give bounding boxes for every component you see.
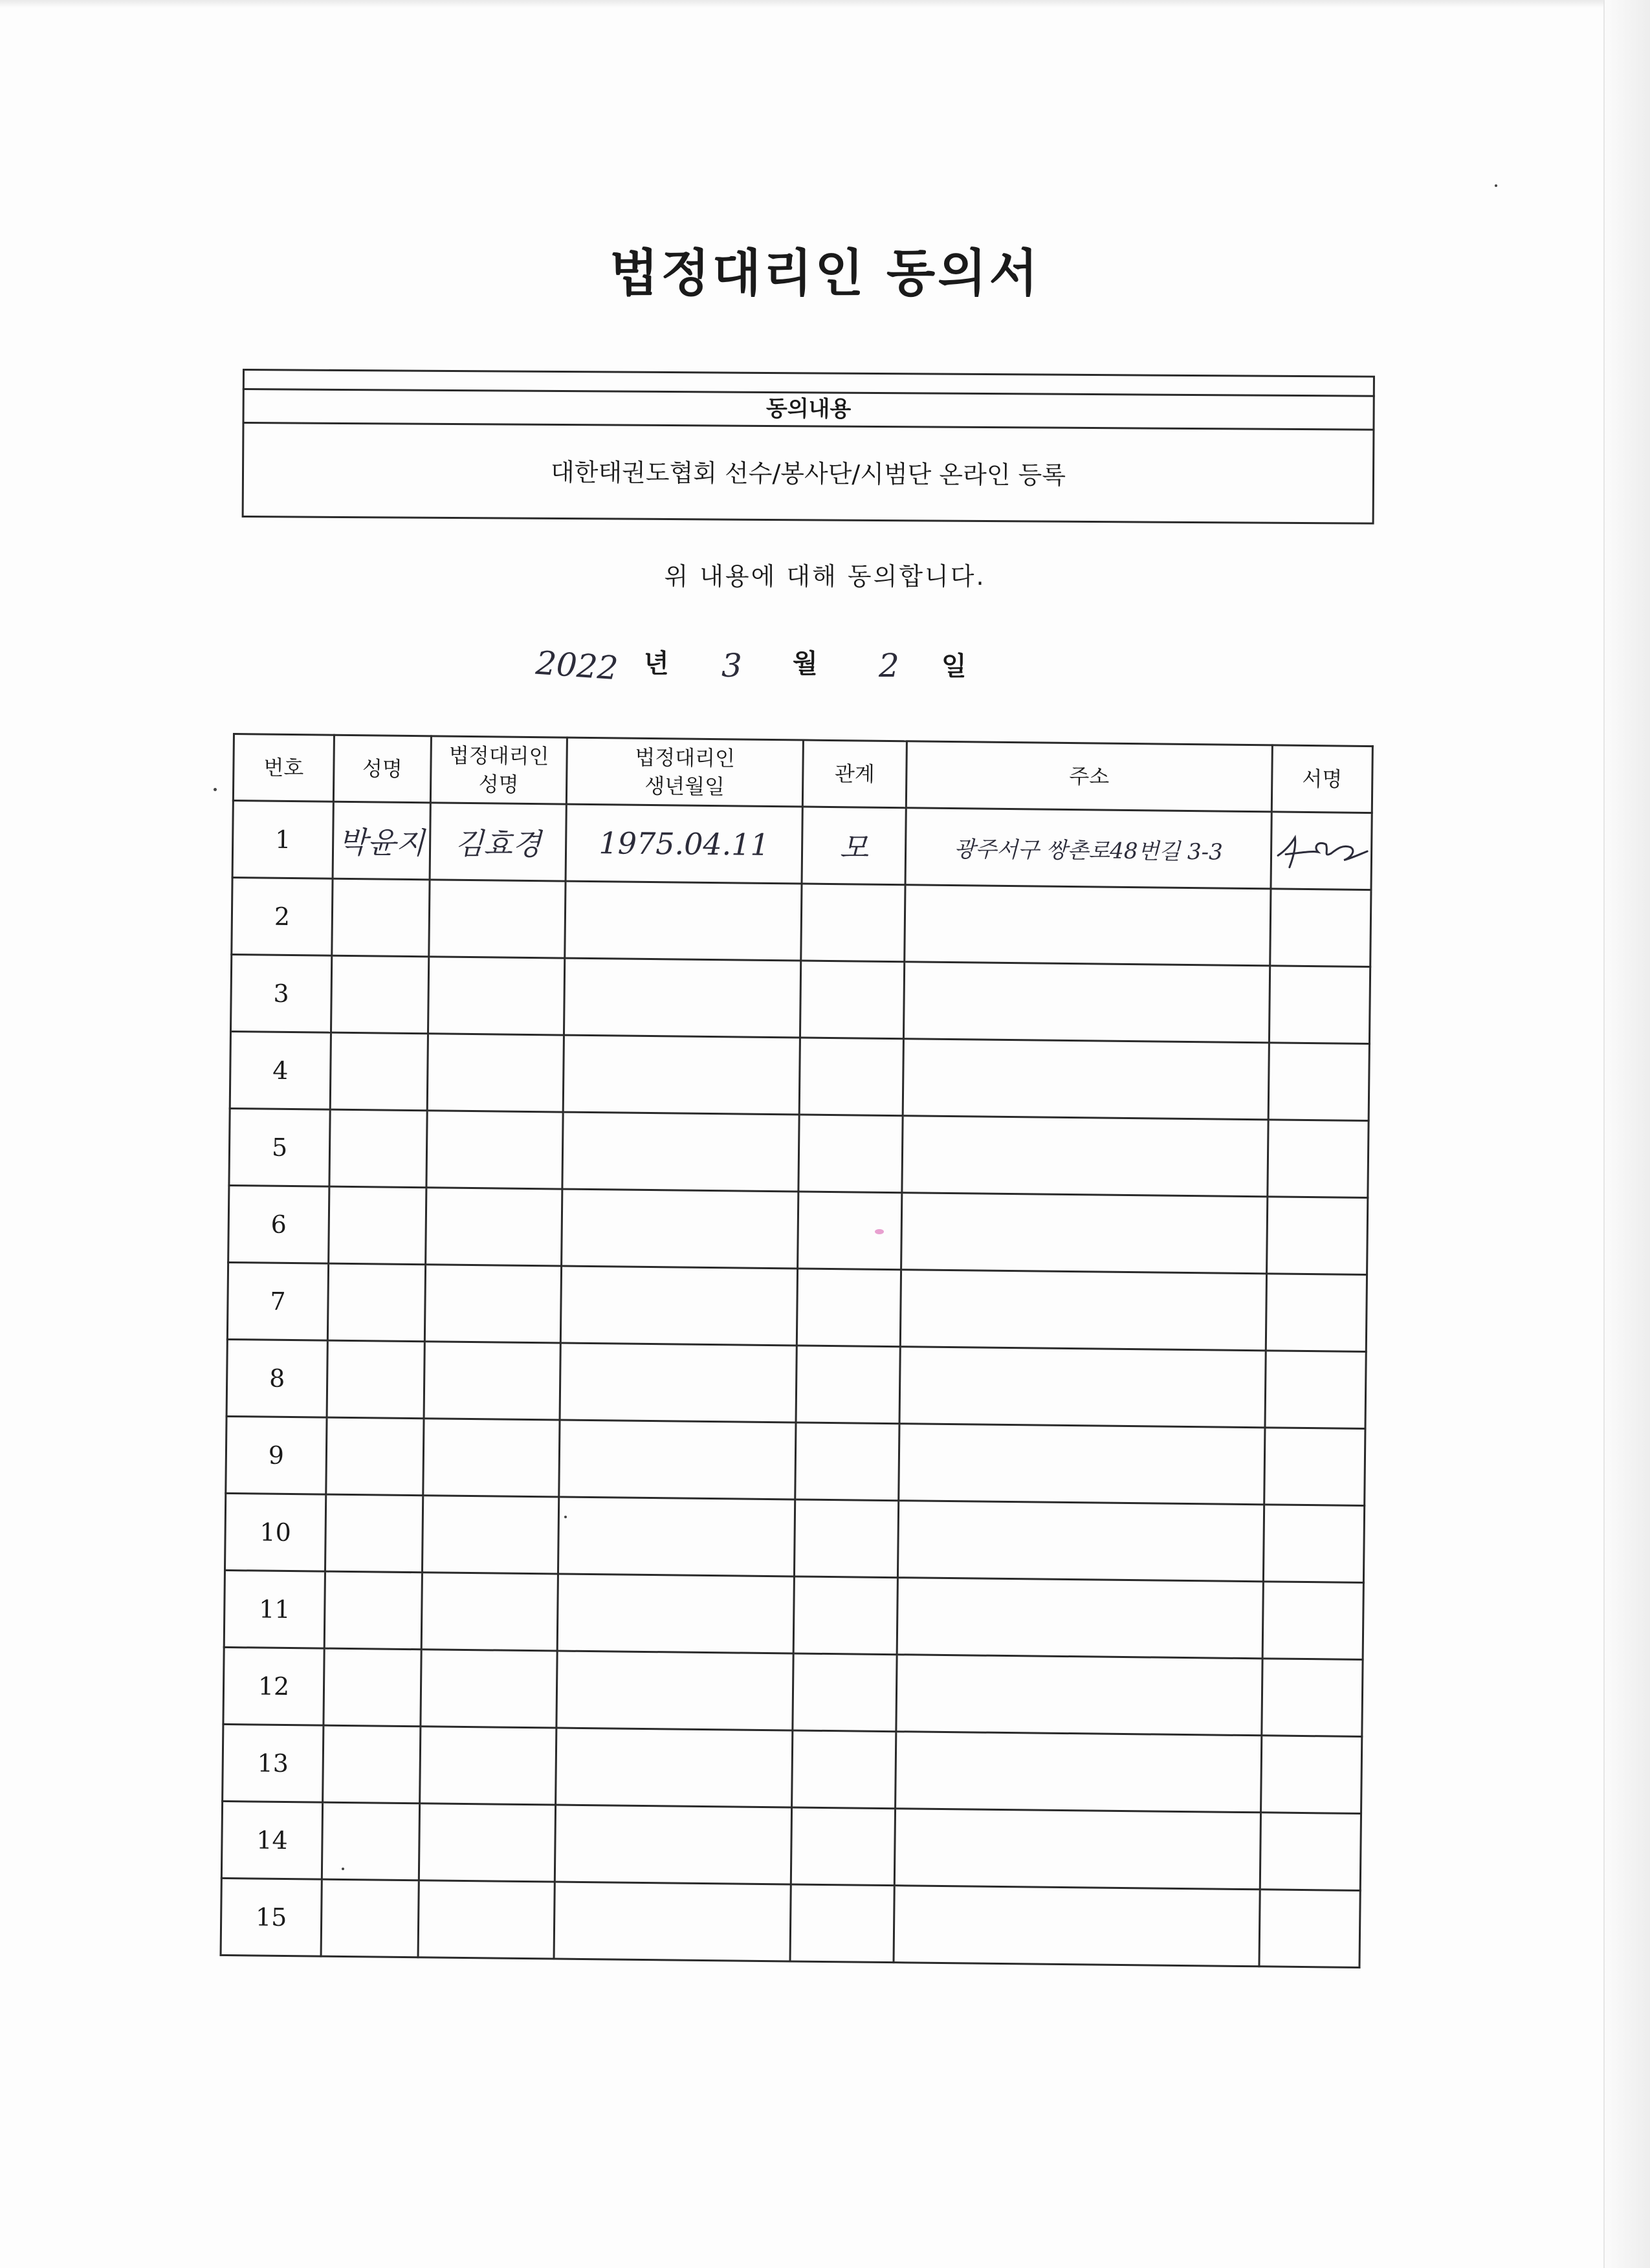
cell-guardian-name bbox=[427, 1034, 564, 1112]
registration-table-wrapper bbox=[219, 733, 1372, 2013]
cell-guardian-birth bbox=[556, 1728, 793, 1807]
date-day-label: 일 bbox=[941, 651, 967, 681]
cell-row-number: 8 bbox=[226, 1339, 327, 1417]
cell-name bbox=[329, 1109, 427, 1188]
table-row bbox=[221, 1801, 1361, 1890]
cell-row-number: 14 bbox=[221, 1801, 322, 1879]
cell-signature bbox=[1264, 1428, 1365, 1506]
cell-guardian-name bbox=[424, 1265, 561, 1343]
table-row bbox=[232, 801, 1372, 890]
cell-address bbox=[903, 1039, 1269, 1120]
cell-guardian-birth bbox=[563, 1035, 800, 1115]
date-month-label: 월 bbox=[793, 649, 818, 679]
cell-name: 박윤지 bbox=[333, 801, 430, 880]
cell-name bbox=[332, 878, 430, 957]
cell-address bbox=[894, 1886, 1260, 1967]
table-row bbox=[231, 954, 1370, 1043]
cell-name bbox=[329, 1186, 426, 1265]
cell-relation bbox=[799, 1038, 903, 1116]
scan-speck bbox=[564, 1516, 567, 1518]
cell-row-number: 10 bbox=[225, 1493, 325, 1571]
cell-row-number: 9 bbox=[226, 1416, 327, 1494]
cell-guardian-name bbox=[429, 880, 566, 958]
cell-guardian-birth: 1975.04.11 bbox=[566, 804, 802, 884]
cell-name bbox=[321, 1879, 419, 1957]
cell-guardian-name bbox=[424, 1342, 560, 1420]
cell-signature bbox=[1263, 1505, 1364, 1583]
cell-guardian-birth bbox=[562, 1112, 799, 1192]
cell-name bbox=[331, 955, 428, 1034]
table-row bbox=[223, 1724, 1362, 1813]
cell-signature bbox=[1262, 1582, 1363, 1660]
cell-signature bbox=[1265, 1351, 1366, 1429]
cell-guardian-name bbox=[426, 1188, 562, 1266]
date-year: 2022 bbox=[534, 644, 620, 688]
cell-relation bbox=[792, 1730, 896, 1809]
cell-guardian-name bbox=[428, 957, 564, 1035]
cell-signature bbox=[1259, 1890, 1360, 1968]
consent-content: 대한태권도협회 선수/봉사단/시범단 온라인 등록 bbox=[550, 457, 1066, 490]
cell-guardian-name: 김효경 bbox=[430, 803, 566, 881]
table-header-row bbox=[233, 734, 1372, 813]
agree-statement: 위 내용에 대해 동의합니다. bbox=[664, 562, 986, 591]
table-row bbox=[230, 1031, 1369, 1120]
header-relation: 관계 bbox=[802, 740, 907, 808]
cell-name bbox=[324, 1648, 421, 1727]
ink-mark bbox=[875, 1229, 884, 1234]
cell-relation bbox=[798, 1192, 902, 1270]
scan-top-edge bbox=[0, 0, 1650, 8]
cell-guardian-birth bbox=[565, 881, 802, 961]
cell-guardian-name bbox=[418, 1881, 555, 1959]
cell-address bbox=[897, 1501, 1264, 1582]
cell-relation bbox=[793, 1576, 897, 1655]
table-body bbox=[221, 801, 1372, 1968]
cell-signature bbox=[1270, 889, 1371, 967]
cell-signature bbox=[1262, 1659, 1363, 1737]
cell-guardian-name bbox=[421, 1573, 558, 1651]
header-guardian-name: 법정대리인 성명 bbox=[430, 736, 567, 804]
table-row bbox=[224, 1570, 1363, 1659]
cell-address: 광주서구 쌍촌로48번길 3-3 bbox=[905, 808, 1271, 889]
header-address: 주소 bbox=[906, 741, 1272, 812]
cell-address bbox=[902, 1116, 1268, 1197]
cell-guardian-birth bbox=[555, 1805, 791, 1884]
signature-image bbox=[1273, 824, 1370, 877]
cell-guardian-name bbox=[423, 1419, 560, 1497]
cell-name bbox=[325, 1494, 423, 1573]
scan-page-edge bbox=[1603, 0, 1650, 2268]
cell-signature bbox=[1268, 1120, 1369, 1198]
scan-speck bbox=[214, 788, 217, 791]
cell-address bbox=[905, 885, 1271, 966]
scan-speck bbox=[1495, 184, 1497, 187]
table-row bbox=[227, 1262, 1367, 1351]
cell-relation bbox=[794, 1499, 898, 1578]
cell-relation bbox=[797, 1269, 901, 1347]
table-row bbox=[221, 1878, 1360, 1967]
cell-relation: 모 bbox=[802, 807, 906, 885]
header-no: 번호 bbox=[233, 734, 334, 802]
header-guardian-birth: 법정대리인 생년월일 bbox=[566, 737, 803, 807]
cell-name bbox=[327, 1340, 424, 1419]
date-month: 3 bbox=[721, 647, 742, 684]
table-row bbox=[232, 878, 1371, 967]
date-day: 2 bbox=[879, 647, 899, 684]
cell-row-number: 2 bbox=[232, 878, 333, 956]
table-row bbox=[223, 1647, 1363, 1736]
cell-signature bbox=[1268, 1043, 1369, 1121]
cell-name bbox=[323, 1725, 421, 1804]
table-row bbox=[226, 1339, 1366, 1428]
cell-relation bbox=[790, 1884, 894, 1963]
cell-guardian-birth bbox=[564, 958, 800, 1038]
table-row bbox=[226, 1416, 1365, 1505]
cell-row-number: 3 bbox=[231, 954, 332, 1032]
cell-address bbox=[894, 1809, 1260, 1890]
cell-name bbox=[326, 1417, 424, 1496]
cell-signature bbox=[1261, 1736, 1362, 1814]
cell-row-number: 7 bbox=[227, 1262, 328, 1340]
cell-address bbox=[899, 1347, 1266, 1428]
cell-guardian-birth bbox=[562, 1189, 798, 1269]
document-title: 법정대리인 동의서 bbox=[610, 245, 1040, 303]
header-signature: 서명 bbox=[1271, 745, 1372, 813]
cell-guardian-name bbox=[421, 1650, 557, 1728]
cell-row-number: 5 bbox=[229, 1108, 330, 1186]
cell-row-number: 4 bbox=[230, 1031, 331, 1109]
cell-guardian-birth bbox=[558, 1497, 795, 1576]
cell-guardian-name bbox=[420, 1727, 556, 1805]
cell-name bbox=[322, 1802, 419, 1881]
cell-address bbox=[897, 1578, 1263, 1659]
cell-signature bbox=[1266, 1274, 1367, 1352]
consent-header: 동의내용 bbox=[765, 395, 852, 422]
date-line bbox=[0, 640, 1650, 692]
date-year-label: 년 bbox=[644, 649, 669, 679]
cell-guardian-name bbox=[422, 1496, 558, 1574]
header-name: 성명 bbox=[333, 735, 431, 803]
cell-row-number: 13 bbox=[223, 1724, 324, 1802]
cell-relation bbox=[800, 961, 904, 1039]
cell-row-number: 1 bbox=[232, 801, 333, 879]
cell-address bbox=[903, 962, 1270, 1043]
cell-name bbox=[327, 1263, 425, 1342]
consent-box bbox=[242, 369, 1375, 525]
cell-guardian-birth bbox=[559, 1420, 796, 1499]
cell-relation bbox=[791, 1807, 895, 1886]
cell-relation bbox=[796, 1346, 900, 1424]
cell-signature bbox=[1269, 966, 1370, 1044]
cell-relation bbox=[795, 1423, 899, 1501]
table-row bbox=[225, 1493, 1364, 1582]
cell-guardian-name bbox=[419, 1804, 555, 1882]
cell-guardian-birth bbox=[560, 1266, 797, 1346]
cell-address bbox=[896, 1732, 1262, 1813]
table-row bbox=[229, 1108, 1369, 1197]
registration-table bbox=[220, 733, 1374, 1968]
cell-signature bbox=[1267, 1197, 1368, 1275]
cell-name bbox=[324, 1571, 422, 1650]
cell-guardian-birth bbox=[554, 1882, 791, 1961]
cell-guardian-name bbox=[426, 1111, 563, 1189]
cell-row-number: 6 bbox=[228, 1185, 329, 1263]
cell-guardian-birth bbox=[556, 1651, 793, 1730]
cell-address bbox=[900, 1270, 1266, 1351]
cell-guardian-birth bbox=[557, 1574, 794, 1653]
cell-row-number: 12 bbox=[223, 1647, 324, 1725]
cell-name bbox=[330, 1032, 428, 1111]
table-row bbox=[228, 1185, 1368, 1274]
cell-relation bbox=[801, 884, 905, 962]
cell-address bbox=[896, 1655, 1262, 1736]
cell-signature bbox=[1260, 1813, 1361, 1891]
cell-row-number: 11 bbox=[224, 1570, 325, 1648]
cell-row-number: 15 bbox=[221, 1878, 322, 1956]
cell-guardian-birth bbox=[560, 1343, 797, 1423]
cell-signature bbox=[1271, 812, 1372, 890]
cell-relation bbox=[798, 1115, 903, 1193]
scan-speck bbox=[342, 1868, 344, 1870]
cell-address bbox=[899, 1424, 1265, 1505]
cell-relation bbox=[793, 1653, 897, 1732]
cell-address bbox=[901, 1193, 1268, 1274]
